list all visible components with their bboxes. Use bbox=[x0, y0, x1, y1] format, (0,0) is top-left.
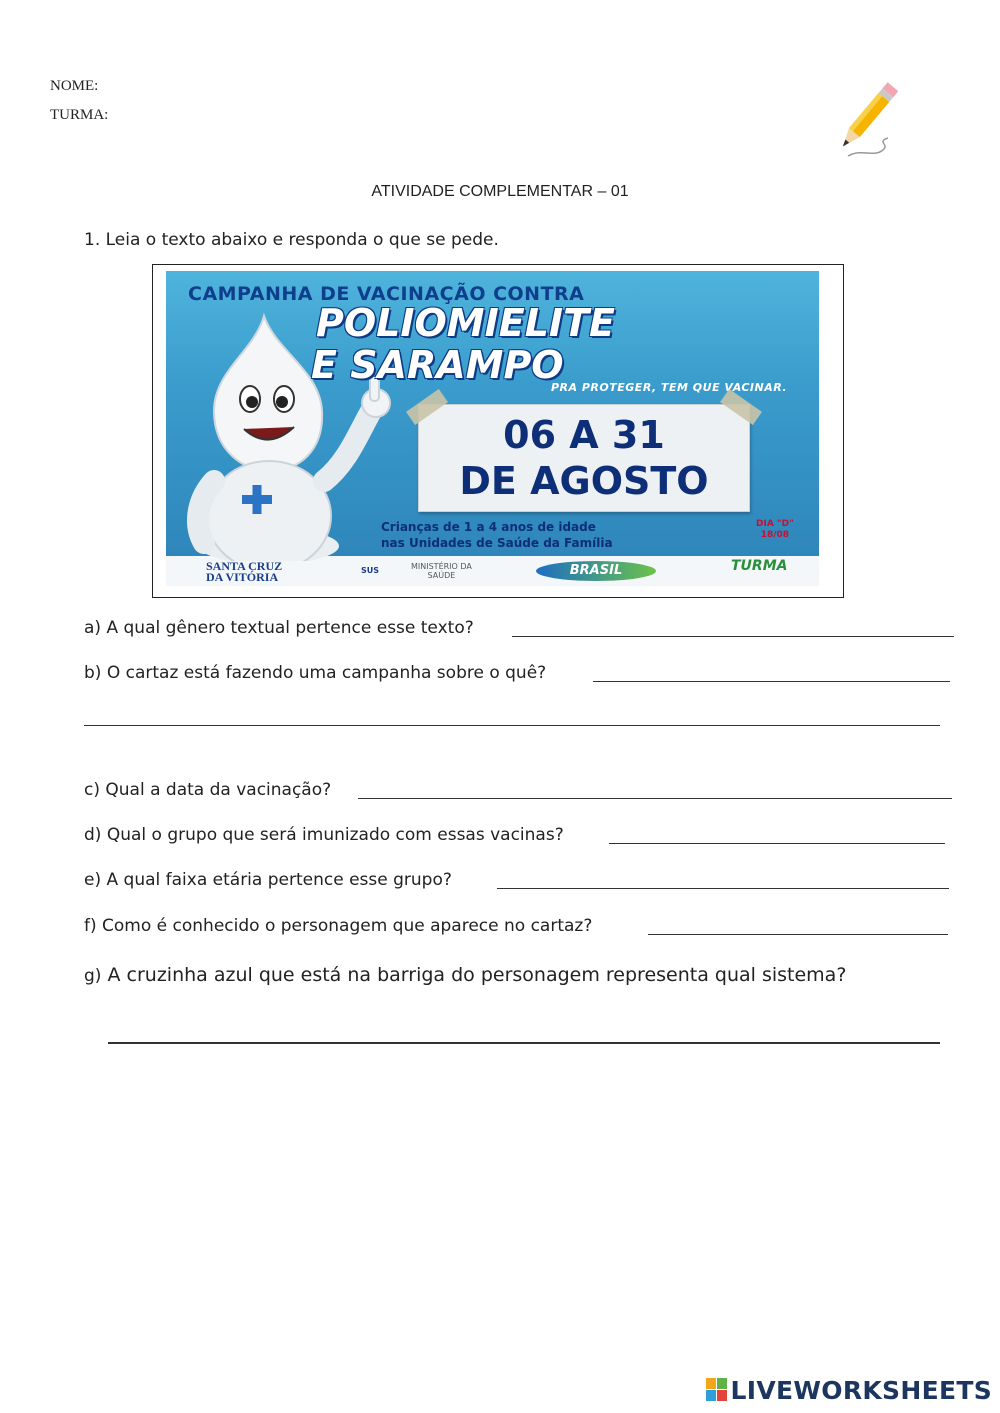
instruction-text: 1. Leia o texto abaixo e responda o que se pede. bbox=[84, 230, 499, 250]
logo-santa-cruz: SANTA CRUZ DA VITÓRIA bbox=[206, 559, 283, 584]
question-g: g) A cruzinha azul que está na barriga do personagem representa qual sistema? bbox=[84, 964, 847, 986]
answer-b-line-2[interactable] bbox=[84, 725, 940, 726]
liveworksheets-logo: LIVEWORKSHEETS bbox=[706, 1376, 992, 1405]
poster-target-group: Crianças de 1 a 4 anos de idade nas Unidades de Saúde da Família bbox=[381, 520, 613, 550]
poster-slogan: PRA PROTEGER, TEM QUE VACINAR. bbox=[551, 381, 788, 394]
question-c: c) Qual a data da vacinação? bbox=[84, 780, 332, 800]
answer-a-line[interactable] bbox=[512, 636, 954, 637]
logo-sus: SUS bbox=[361, 566, 380, 575]
name-label: NOME: bbox=[50, 78, 99, 94]
question-e: e) A qual faixa etária pertence esse grupo? bbox=[84, 870, 452, 890]
poster-line3: E SARAMPO bbox=[311, 343, 564, 387]
logo-brasil: BRASIL bbox=[536, 561, 656, 581]
answer-e-line[interactable] bbox=[497, 888, 949, 889]
liveworksheets-icon bbox=[706, 1378, 728, 1402]
answer-c-line[interactable] bbox=[358, 798, 952, 799]
question-d: d) Qual o grupo que será imunizado com essas vacinas? bbox=[84, 825, 564, 845]
logo-turma: TURMA bbox=[731, 558, 788, 574]
poster-dia-d: DIA "D" 18/08 bbox=[756, 519, 794, 540]
logo-ministerio: MINISTÉRIO DA SAÚDE bbox=[411, 562, 472, 580]
question-a: a) A qual gênero textual pertence esse texto? bbox=[84, 618, 474, 638]
answer-f-line[interactable] bbox=[648, 934, 948, 935]
question-f: f) Como é conhecido o personagem que aparece no cartaz? bbox=[84, 916, 593, 936]
answer-g-line[interactable] bbox=[108, 1042, 940, 1044]
pencil-icon bbox=[828, 78, 908, 168]
campaign-poster bbox=[152, 264, 844, 598]
poster-line1: CAMPANHA DE VACINAÇÃO CONTRA bbox=[188, 283, 585, 305]
poster-date-line2: DE AGOSTO bbox=[459, 459, 709, 503]
answer-b-line[interactable] bbox=[593, 681, 950, 682]
class-label: TURMA: bbox=[50, 107, 109, 123]
poster-date-line1: 06 A 31 bbox=[503, 413, 665, 457]
answer-d-line[interactable] bbox=[609, 843, 945, 844]
poster-line2: POLIOMIELITE bbox=[316, 301, 615, 345]
question-b: b) O cartaz está fazendo uma campanha sobre o quê? bbox=[84, 663, 547, 683]
poster-date-card bbox=[418, 404, 750, 512]
page-title: ATIVIDADE COMPLEMENTAR – 01 bbox=[371, 183, 629, 200]
